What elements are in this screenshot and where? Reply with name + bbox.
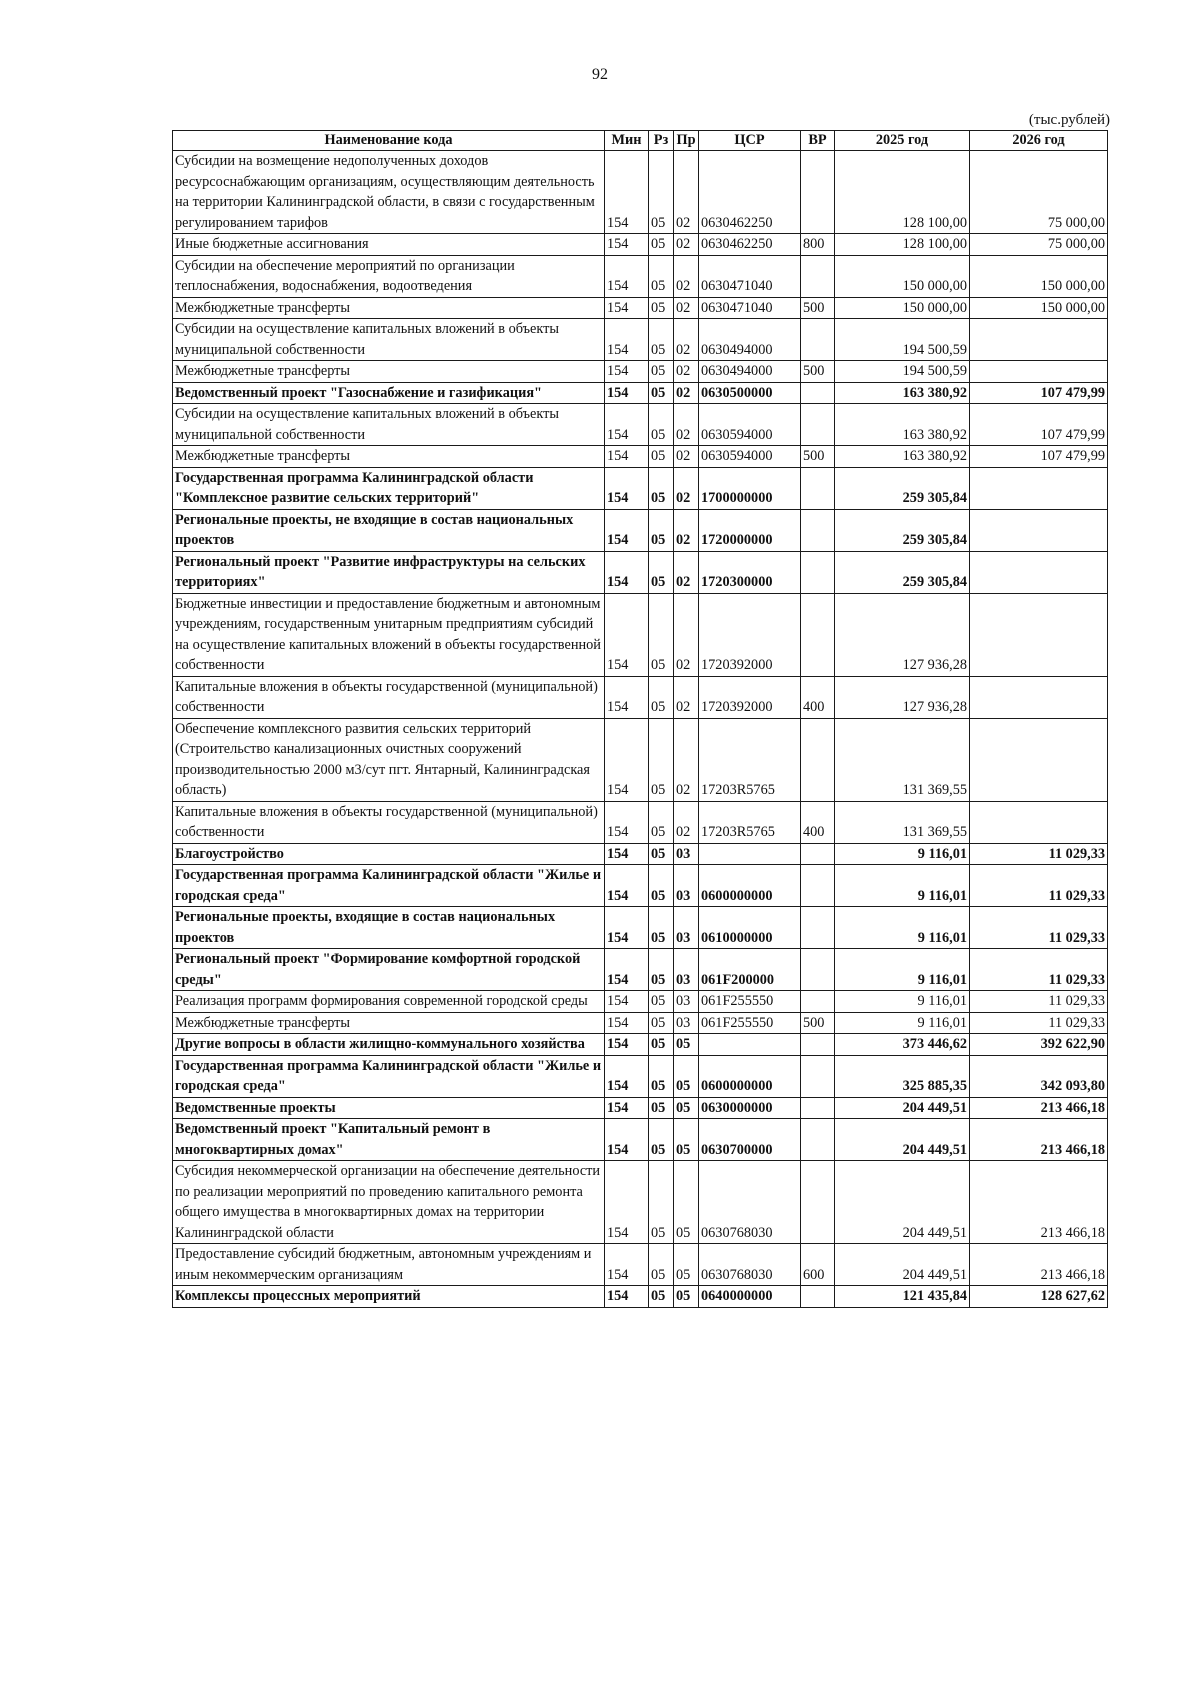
table-row	[173, 1119, 1108, 1161]
row-pr: 02	[674, 404, 699, 446]
row-pr: 02	[674, 255, 699, 297]
row-min: 154	[605, 361, 649, 383]
row-name: Благоустройство	[173, 843, 605, 865]
row-vr	[801, 1034, 835, 1056]
row-value-2026: 392 622,90	[970, 1034, 1108, 1056]
row-pr: 02	[674, 319, 699, 361]
row-pr: 05	[674, 1034, 699, 1056]
row-rz: 05	[649, 801, 674, 843]
row-vr	[801, 382, 835, 404]
row-value-2025: 128 100,00	[835, 151, 970, 234]
table-row	[173, 949, 1108, 991]
row-value-2025: 9 116,01	[835, 1012, 970, 1034]
row-min: 154	[605, 255, 649, 297]
row-name: Капитальные вложения в объекты государственной (муниципальной) собственности	[173, 801, 605, 843]
row-csr: 0630494000	[699, 319, 801, 361]
row-min: 154	[605, 1055, 649, 1097]
row-value-2025: 9 116,01	[835, 991, 970, 1013]
row-name: Государственная программа Калининградской области "Жилье и городская среда"	[173, 1055, 605, 1097]
row-value-2025: 150 000,00	[835, 297, 970, 319]
row-name: Субсидии на осуществление капитальных вложений в объекты муниципальной собственности	[173, 319, 605, 361]
row-csr: 0630471040	[699, 255, 801, 297]
row-pr: 02	[674, 446, 699, 468]
row-pr: 02	[674, 509, 699, 551]
row-min: 154	[605, 865, 649, 907]
header-2026: 2026 год	[970, 131, 1108, 151]
row-vr	[801, 991, 835, 1013]
row-rz: 05	[649, 949, 674, 991]
table-row	[173, 843, 1108, 865]
table-row	[173, 255, 1108, 297]
row-rz: 05	[649, 509, 674, 551]
table-row	[173, 718, 1108, 801]
header-pr: Пр	[674, 131, 699, 151]
row-value-2025: 127 936,28	[835, 676, 970, 718]
row-value-2026: 75 000,00	[970, 234, 1108, 256]
row-pr: 02	[674, 801, 699, 843]
row-value-2025: 194 500,59	[835, 319, 970, 361]
row-name: Государственная программа Калининградской области "Жилье и городская среда"	[173, 865, 605, 907]
row-value-2025: 9 116,01	[835, 949, 970, 991]
row-csr: 0630000000	[699, 1097, 801, 1119]
row-value-2025: 9 116,01	[835, 843, 970, 865]
row-csr: 17203R5765	[699, 718, 801, 801]
row-value-2025: 127 936,28	[835, 593, 970, 676]
row-name: Межбюджетные трансферты	[173, 446, 605, 468]
row-name: Реализация программ формирования современной городской среды	[173, 991, 605, 1013]
row-name: Иные бюджетные ассигнования	[173, 234, 605, 256]
row-csr: 0640000000	[699, 1286, 801, 1308]
row-rz: 05	[649, 991, 674, 1013]
row-value-2025: 204 449,51	[835, 1244, 970, 1286]
row-pr: 05	[674, 1161, 699, 1244]
row-value-2026: 150 000,00	[970, 297, 1108, 319]
row-pr: 02	[674, 551, 699, 593]
row-min: 154	[605, 593, 649, 676]
row-vr	[801, 404, 835, 446]
row-vr: 400	[801, 676, 835, 718]
header-vr: ВР	[801, 131, 835, 151]
row-name: Комплексы процессных мероприятий	[173, 1286, 605, 1308]
row-name: Региональный проект "Развитие инфраструктуры на сельских территориях"	[173, 551, 605, 593]
row-min: 154	[605, 382, 649, 404]
row-pr: 03	[674, 949, 699, 991]
row-pr: 02	[674, 382, 699, 404]
row-pr: 02	[674, 593, 699, 676]
row-value-2026: 213 466,18	[970, 1161, 1108, 1244]
row-name: Бюджетные инвестиции и предоставление бюджетным и автономным учреждениям, государственным унитарным предприятиям субсидий на осуществление капитальных вложений в объекты государственной собственности	[173, 593, 605, 676]
row-vr: 600	[801, 1244, 835, 1286]
table-row	[173, 404, 1108, 446]
row-vr	[801, 593, 835, 676]
row-value-2025: 128 100,00	[835, 234, 970, 256]
table-row	[173, 907, 1108, 949]
row-vr: 500	[801, 361, 835, 383]
header-name: Наименование кода	[173, 131, 605, 151]
header-min: Мин	[605, 131, 649, 151]
row-value-2025: 204 449,51	[835, 1097, 970, 1119]
row-value-2026: 11 029,33	[970, 991, 1108, 1013]
row-name: Предоставление субсидий бюджетным, автономным учреждениям и иным некоммерческим организациям	[173, 1244, 605, 1286]
row-csr: 0630594000	[699, 404, 801, 446]
table-row	[173, 801, 1108, 843]
row-min: 154	[605, 676, 649, 718]
row-csr: 1720300000	[699, 551, 801, 593]
row-rz: 05	[649, 382, 674, 404]
row-vr	[801, 255, 835, 297]
row-pr: 02	[674, 467, 699, 509]
row-min: 154	[605, 297, 649, 319]
row-pr: 05	[674, 1244, 699, 1286]
row-value-2025: 163 380,92	[835, 446, 970, 468]
row-name: Субсидии на возмещение недополученных доходов ресурсоснабжающим организациям, осуществляющим деятельность на территории Калининградской области, в связи с государственным регулированием тарифов	[173, 151, 605, 234]
row-value-2026: 128 627,62	[970, 1286, 1108, 1308]
row-csr: 061F200000	[699, 949, 801, 991]
row-csr: 0630494000	[699, 361, 801, 383]
table-row	[173, 1161, 1108, 1244]
row-min: 154	[605, 234, 649, 256]
row-csr: 0600000000	[699, 1055, 801, 1097]
row-rz: 05	[649, 361, 674, 383]
row-csr	[699, 843, 801, 865]
row-name: Обеспечение комплексного развития сельских территорий (Строительство канализационных очистных сооружений производительностью 2000 м3/сут пгт. Янтарный, Калининградская область)	[173, 718, 605, 801]
row-pr: 02	[674, 676, 699, 718]
row-name: Ведомственный проект "Капитальный ремонт в многоквартирных домах"	[173, 1119, 605, 1161]
row-value-2026: 150 000,00	[970, 255, 1108, 297]
table-row	[173, 593, 1108, 676]
table-row	[173, 991, 1108, 1013]
row-name: Субсидии на обеспечение мероприятий по организации теплоснабжения, водоснабжения, водоотведения	[173, 255, 605, 297]
row-vr: 400	[801, 801, 835, 843]
row-rz: 05	[649, 467, 674, 509]
row-min: 154	[605, 1286, 649, 1308]
row-value-2026: 11 029,33	[970, 949, 1108, 991]
row-name: Ведомственные проекты	[173, 1097, 605, 1119]
row-value-2026: 213 466,18	[970, 1244, 1108, 1286]
table-row	[173, 551, 1108, 593]
row-vr: 500	[801, 446, 835, 468]
row-vr	[801, 1097, 835, 1119]
row-value-2026: 11 029,33	[970, 865, 1108, 907]
row-vr	[801, 949, 835, 991]
table-row	[173, 1097, 1108, 1119]
row-csr: 0630768030	[699, 1244, 801, 1286]
row-csr: 0630471040	[699, 297, 801, 319]
row-rz: 05	[649, 551, 674, 593]
row-rz: 05	[649, 234, 674, 256]
budget-table	[172, 130, 1108, 1308]
row-csr: 0630700000	[699, 1119, 801, 1161]
row-rz: 05	[649, 446, 674, 468]
row-min: 154	[605, 404, 649, 446]
row-name: Региональные проекты, не входящие в состав национальных проектов	[173, 509, 605, 551]
row-value-2025: 259 305,84	[835, 467, 970, 509]
row-value-2025: 150 000,00	[835, 255, 970, 297]
row-value-2025: 259 305,84	[835, 509, 970, 551]
row-value-2026: 75 000,00	[970, 151, 1108, 234]
row-value-2026	[970, 593, 1108, 676]
row-min: 154	[605, 1097, 649, 1119]
row-csr: 0630768030	[699, 1161, 801, 1244]
table-row	[173, 509, 1108, 551]
row-value-2026	[970, 467, 1108, 509]
row-rz: 05	[649, 1055, 674, 1097]
table-row	[173, 1012, 1108, 1034]
row-rz: 05	[649, 1161, 674, 1244]
table-row	[173, 865, 1108, 907]
row-rz: 05	[649, 907, 674, 949]
row-rz: 05	[649, 319, 674, 361]
row-name: Межбюджетные трансферты	[173, 1012, 605, 1034]
row-min: 154	[605, 509, 649, 551]
row-value-2026	[970, 551, 1108, 593]
row-vr	[801, 551, 835, 593]
row-pr: 03	[674, 1012, 699, 1034]
row-csr: 0630500000	[699, 382, 801, 404]
row-min: 154	[605, 1119, 649, 1161]
row-pr: 02	[674, 234, 699, 256]
row-name: Межбюджетные трансферты	[173, 297, 605, 319]
row-pr: 02	[674, 718, 699, 801]
row-rz: 05	[649, 404, 674, 446]
row-pr: 05	[674, 1055, 699, 1097]
row-min: 154	[605, 551, 649, 593]
row-value-2025: 204 449,51	[835, 1119, 970, 1161]
table-row	[173, 151, 1108, 234]
row-value-2026: 11 029,33	[970, 843, 1108, 865]
row-pr: 02	[674, 151, 699, 234]
row-value-2026: 213 466,18	[970, 1097, 1108, 1119]
row-vr	[801, 151, 835, 234]
row-min: 154	[605, 319, 649, 361]
row-name: Межбюджетные трансферты	[173, 361, 605, 383]
row-vr	[801, 843, 835, 865]
row-pr: 03	[674, 843, 699, 865]
row-value-2026	[970, 676, 1108, 718]
row-vr	[801, 1161, 835, 1244]
row-csr: 1720000000	[699, 509, 801, 551]
table-row	[173, 676, 1108, 718]
row-csr: 0630594000	[699, 446, 801, 468]
row-value-2026: 342 093,80	[970, 1055, 1108, 1097]
header-rz: Рз	[649, 131, 674, 151]
row-value-2026: 11 029,33	[970, 1012, 1108, 1034]
row-csr	[699, 1034, 801, 1056]
row-name: Ведомственный проект "Газоснабжение и газификация"	[173, 382, 605, 404]
row-min: 154	[605, 843, 649, 865]
row-value-2025: 131 369,55	[835, 718, 970, 801]
row-csr: 1720392000	[699, 676, 801, 718]
header-csr: ЦСР	[699, 131, 801, 151]
table-row	[173, 382, 1108, 404]
row-csr: 061F255550	[699, 991, 801, 1013]
row-rz: 05	[649, 151, 674, 234]
table-row	[173, 319, 1108, 361]
row-vr	[801, 907, 835, 949]
row-value-2025: 259 305,84	[835, 551, 970, 593]
table-row	[173, 297, 1108, 319]
row-rz: 05	[649, 865, 674, 907]
row-value-2025: 121 435,84	[835, 1286, 970, 1308]
units-label: (тыс.рублей)	[1028, 112, 1110, 128]
row-pr: 02	[674, 361, 699, 383]
row-value-2025: 325 885,35	[835, 1055, 970, 1097]
row-vr	[801, 1119, 835, 1161]
row-pr: 05	[674, 1097, 699, 1119]
row-name: Субсидии на осуществление капитальных вложений в объекты муниципальной собственности	[173, 404, 605, 446]
row-pr: 05	[674, 1286, 699, 1308]
row-min: 154	[605, 801, 649, 843]
row-pr: 03	[674, 991, 699, 1013]
row-value-2026: 11 029,33	[970, 907, 1108, 949]
row-rz: 05	[649, 255, 674, 297]
row-value-2025: 163 380,92	[835, 382, 970, 404]
row-min: 154	[605, 718, 649, 801]
header-2025: 2025 год	[835, 131, 970, 151]
row-value-2026: 213 466,18	[970, 1119, 1108, 1161]
table-row	[173, 467, 1108, 509]
table-row	[173, 446, 1108, 468]
row-vr: 500	[801, 1012, 835, 1034]
row-vr	[801, 319, 835, 361]
row-value-2025: 373 446,62	[835, 1034, 970, 1056]
row-min: 154	[605, 1161, 649, 1244]
row-value-2025: 9 116,01	[835, 907, 970, 949]
row-csr: 0630462250	[699, 151, 801, 234]
row-value-2026	[970, 319, 1108, 361]
row-value-2026	[970, 718, 1108, 801]
row-pr: 03	[674, 865, 699, 907]
row-csr: 061F255550	[699, 1012, 801, 1034]
row-vr	[801, 718, 835, 801]
row-name: Капитальные вложения в объекты государственной (муниципальной) собственности	[173, 676, 605, 718]
table-header-row	[173, 131, 1108, 151]
row-rz: 05	[649, 1012, 674, 1034]
row-min: 154	[605, 1012, 649, 1034]
row-value-2025: 163 380,92	[835, 404, 970, 446]
row-csr: 17203R5765	[699, 801, 801, 843]
row-min: 154	[605, 991, 649, 1013]
table-row	[173, 1034, 1108, 1056]
row-rz: 05	[649, 297, 674, 319]
row-vr: 500	[801, 297, 835, 319]
row-rz: 05	[649, 1244, 674, 1286]
row-value-2025: 9 116,01	[835, 865, 970, 907]
row-vr	[801, 467, 835, 509]
row-vr: 800	[801, 234, 835, 256]
row-name: Региональный проект "Формирование комфортной городской среды"	[173, 949, 605, 991]
row-rz: 05	[649, 1286, 674, 1308]
row-csr: 0630462250	[699, 234, 801, 256]
row-vr	[801, 509, 835, 551]
table-row	[173, 1055, 1108, 1097]
row-min: 154	[605, 1034, 649, 1056]
table-row	[173, 361, 1108, 383]
row-value-2026	[970, 361, 1108, 383]
row-csr: 1700000000	[699, 467, 801, 509]
row-pr: 02	[674, 297, 699, 319]
row-rz: 05	[649, 1119, 674, 1161]
row-min: 154	[605, 446, 649, 468]
table-row	[173, 1286, 1108, 1308]
row-rz: 05	[649, 718, 674, 801]
row-value-2025: 131 369,55	[835, 801, 970, 843]
table-row	[173, 234, 1108, 256]
row-value-2025: 204 449,51	[835, 1161, 970, 1244]
row-name: Региональные проекты, входящие в состав национальных проектов	[173, 907, 605, 949]
row-vr	[801, 1055, 835, 1097]
row-min: 154	[605, 907, 649, 949]
row-pr: 03	[674, 907, 699, 949]
row-vr	[801, 865, 835, 907]
row-csr: 1720392000	[699, 593, 801, 676]
row-value-2026	[970, 509, 1108, 551]
row-value-2025: 194 500,59	[835, 361, 970, 383]
row-value-2026	[970, 801, 1108, 843]
table-row	[173, 1244, 1108, 1286]
row-name: Другие вопросы в области жилищно-коммунального хозяйства	[173, 1034, 605, 1056]
row-min: 154	[605, 1244, 649, 1286]
row-vr	[801, 1286, 835, 1308]
row-min: 154	[605, 949, 649, 991]
row-rz: 05	[649, 1097, 674, 1119]
row-rz: 05	[649, 676, 674, 718]
row-value-2026: 107 479,99	[970, 382, 1108, 404]
row-min: 154	[605, 151, 649, 234]
row-name: Государственная программа Калининградской области "Комплексное развитие сельских территорий"	[173, 467, 605, 509]
row-rz: 05	[649, 843, 674, 865]
page-number: 92	[592, 66, 608, 83]
row-min: 154	[605, 467, 649, 509]
row-rz: 05	[649, 1034, 674, 1056]
row-csr: 0610000000	[699, 907, 801, 949]
row-pr: 05	[674, 1119, 699, 1161]
row-name: Субсидия некоммерческой организации на обеспечение деятельности по реализации мероприятий по проведению капитального ремонта общего имущества в многоквартирных домах на территории Калининградской области	[173, 1161, 605, 1244]
row-rz: 05	[649, 593, 674, 676]
row-csr: 0600000000	[699, 865, 801, 907]
row-value-2026: 107 479,99	[970, 446, 1108, 468]
row-value-2026: 107 479,99	[970, 404, 1108, 446]
